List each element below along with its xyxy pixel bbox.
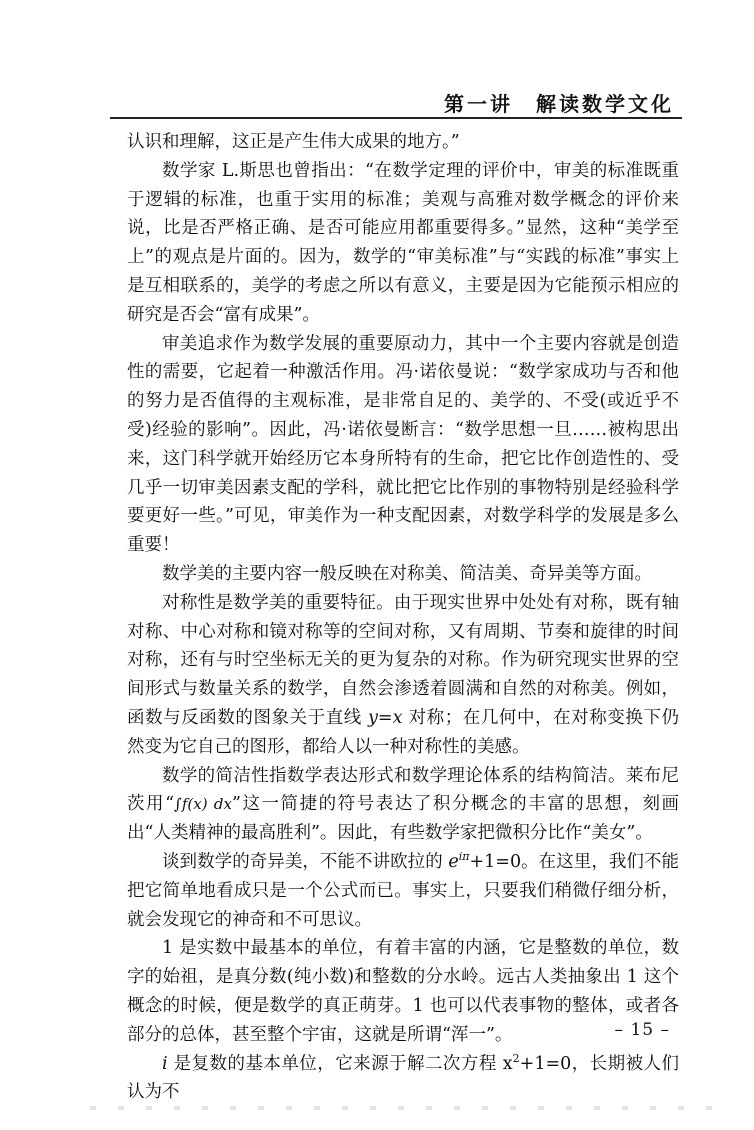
paragraph-6-text-a: 数学的简洁性指数学表达形式和数学理论体系的结构简洁。莱布尼茨用“ bbox=[127, 765, 679, 815]
paragraph-3: 审美追求作为数学发展的重要原动力，其中一个主要内容就是创造性的需要，它起着一种激活作用。冯·诺依曼说：“数学家成功与否和他的努力是否值得的主观标准，是非常自足的、美学的、不受(或近乎不受)经验的影响”。因此，冯·诺依曼断言：“数学思想一旦……被构思出来，这门科学就开始经历它本身所特有的生命，把它比作创造性的、受几乎一切审美因素支配的学科，就比把它比作别的事物特别是经验科学要更好一些。”可见，审美作为一种支配因素，对数学科学的发展是多么重要！ bbox=[127, 333, 679, 556]
paragraph-7-text-b: +1=0。在这里，我们不能把它简单地看成只是一个公式而已。事实上，只要我们稍微仔细分析，就会发现它的神奇和不可思议。 bbox=[127, 851, 680, 930]
paragraph-5-text-b: 对称；在几何中，在对称变换下仍然变为它自己的图形，都给人以一种对称性的美感。 bbox=[127, 707, 680, 757]
formula-square-exponent: 2 bbox=[512, 1051, 520, 1065]
paragraph-5 bbox=[127, 589, 679, 762]
header-rule bbox=[110, 117, 682, 119]
paragraph-4: 数学美的主要内容一般反映在对称美、简洁美、奇异美等方面。 bbox=[162, 563, 652, 584]
paragraph-2: 数学家 L.斯思也曾指出：“在数学定理的评价中，审美的标准既重于逻辑的标准，也重于实用的标准；美观与高雅对数学概念的评价来说，比是否严格正确、是否可能应用都重要得多。”显然，这种“美学至上”的观点是片面的。因为，数学的“审美标准”与“实践的标准”事实上是互相联系的，美学的考虑之所以有意义，主要是因为它能预示相应的研究是否会“富有成果”。 bbox=[127, 160, 679, 325]
paragraph-6-text-b: ”这一简捷的符号表达了积分概念的丰富的思想，刻画出“人类精神的最高胜利”。因此，有些数学家把微积分比作“美女”。 bbox=[127, 794, 679, 844]
paragraph-9 bbox=[127, 1050, 679, 1108]
formula-euler-exponent: iπ bbox=[458, 850, 470, 864]
paragraph-8: 1 是实数中最基本的单位，有着丰富的内涵，它是整数的单位，数字的始祖，是真分数(纯小数)和整数的分水岭。远古人类抽象出 1 这个概念的时候，便是数学的真正萌芽。1 也可以代表事物的整体，或者各部分的总体，甚至整个宇宙，这就是所谓“浑一”。 bbox=[127, 938, 679, 1045]
paragraph-5-text-a: 对称性是数学美的重要特征。由于现实世界中处处有对称，既有轴对称、中心对称和镜对称等的空间对称，又有周期、节奏和旋律的时间对称，还有与时空坐标无关的更为复杂的对称。作为研究现实世界的空间形式与数量关系的数学，自然会渗透着圆满和自然的对称美。例如，函数与反函数的图象关于直线 bbox=[127, 592, 679, 728]
page-header-title: 第一讲 解读数学文化 bbox=[444, 92, 674, 116]
formula-y-equals-x: y=x bbox=[368, 707, 403, 728]
paragraph-7 bbox=[127, 848, 679, 934]
imaginary-unit-symbol: i bbox=[162, 1053, 168, 1074]
paragraph-6 bbox=[127, 762, 679, 848]
paragraph-7-text-a: 谈到数学的奇异美，不能不讲欧拉的 bbox=[162, 851, 449, 872]
scan-noise-strip bbox=[90, 1106, 714, 1110]
paragraph-9-text-a: 是复数的基本单位，它来源于解二次方程 x bbox=[167, 1053, 513, 1074]
paragraph-9-text-b: +1=0，长期被人们认为不 bbox=[127, 1053, 679, 1103]
formula-euler-base: e bbox=[448, 851, 459, 872]
paragraph-1: 认识和理解，这正是产生伟大成果的地方。” bbox=[127, 132, 460, 152]
formula-integral: ∫f(x) dx bbox=[174, 795, 232, 814]
page-number: – 15 – bbox=[614, 1020, 670, 1040]
body-text bbox=[127, 128, 679, 1107]
